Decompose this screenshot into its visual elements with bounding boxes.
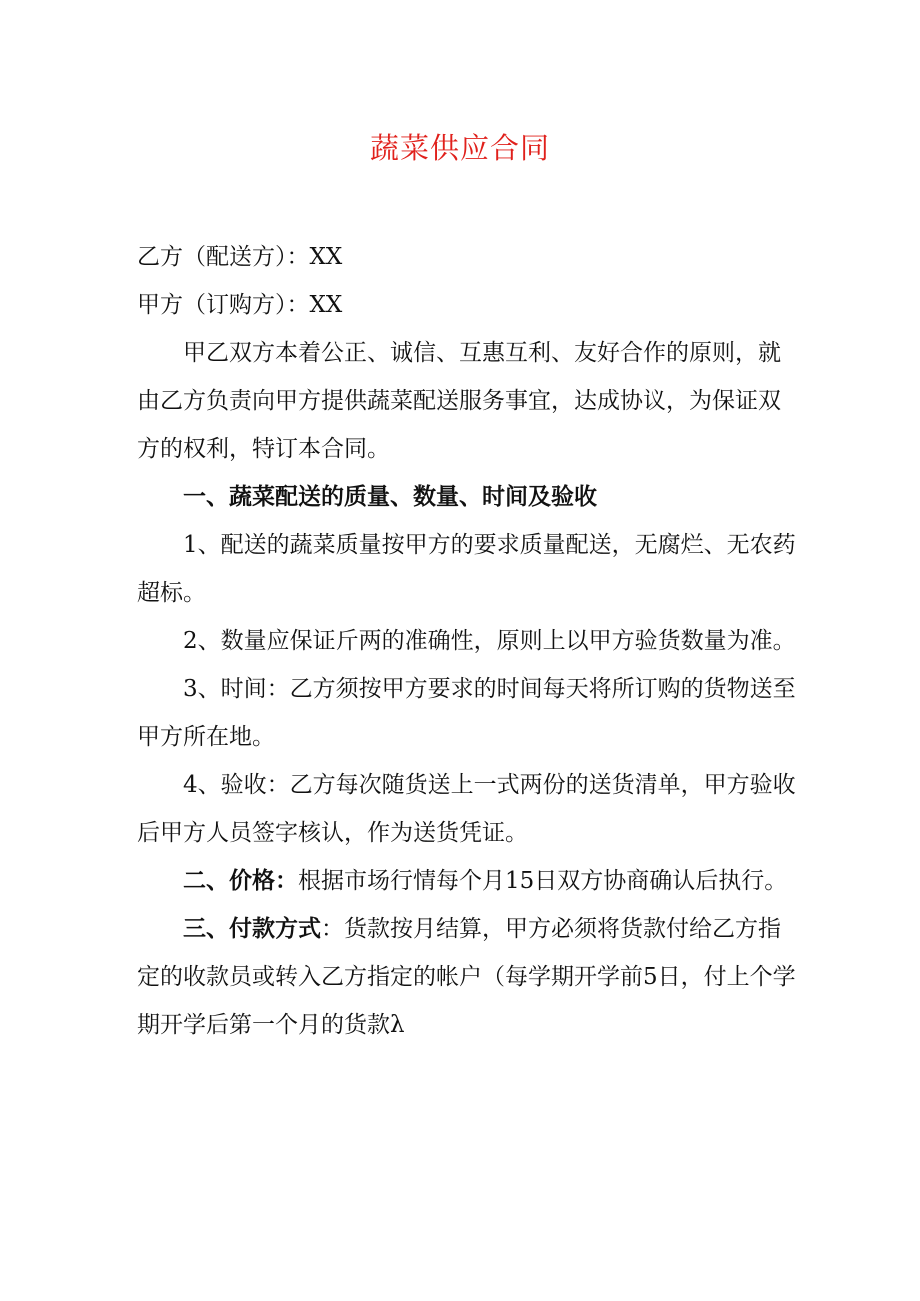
party-a-line: 甲方（订购方）：XX — [137, 292, 343, 318]
section-3-heading: 三、付款方式 — [183, 915, 321, 942]
document-title: 蔬菜供应合同 — [369, 131, 550, 165]
section-2-paragraph — [137, 857, 797, 905]
party-b-line: 乙方（配送方）：XX — [137, 244, 343, 270]
section-1-item-1: 1、配送的蔬菜质量按甲方的要求质量配送，无腐烂、无农药超标。 — [137, 532, 796, 606]
section-1-item-4: 4、验收：乙方每次随货送上一式两份的送货清单，甲方验收后甲方人员签字核认，作为送货凭证。 — [137, 772, 796, 846]
section-1-heading: 一、蔬菜配送的质量、数量、时间及验收 — [183, 483, 597, 510]
document-body — [137, 233, 797, 1049]
section-1-item-3: 3、时间：乙方须按甲方要求的时间每天将所订购的货物送至甲方所在地。 — [137, 676, 796, 750]
section-3-text: ：货款按月结算，甲方必须将货款付给乙方指定的收款员或转入乙方指定的帐户（每学期开学前5日，付上个学期开学后第一个月的货款λ — [137, 916, 796, 1038]
section-2-heading: 二、价格： — [183, 867, 298, 894]
section-3-paragraph — [137, 905, 797, 1049]
intro-paragraph: 甲乙双方本着公正、诚信、互惠互利、友好合作的原则，就由乙方负责向甲方提供蔬菜配送服务事宜，达成协议，为保证双方的权利，特订本合同。 — [137, 340, 781, 462]
section-2-text: 根据市场行情每个月15日双方协商确认后执行。 — [298, 868, 788, 894]
section-1-item-2: 2、数量应保证斤两的准确性，原则上以甲方验货数量为准。 — [183, 628, 796, 654]
